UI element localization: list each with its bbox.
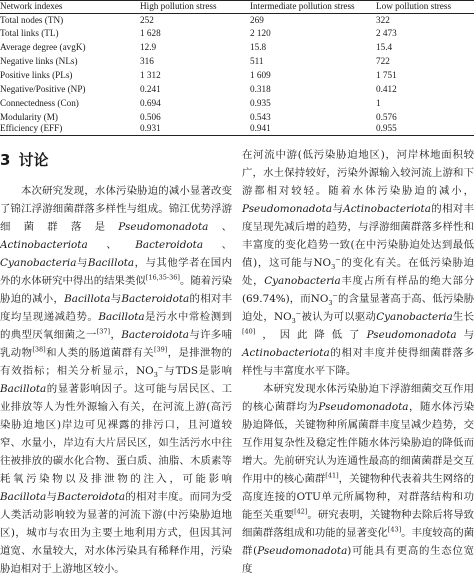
- cell-high: 0.506: [140, 112, 161, 122]
- cell-low: 322: [376, 15, 390, 25]
- cell-intermediate: 1 609: [250, 70, 271, 80]
- cell-high: 1 628: [140, 28, 161, 38]
- table-row: [0, 98, 474, 109]
- citation: [40]: [242, 327, 256, 336]
- header-high-pollution: High pollution stress: [140, 1, 217, 11]
- table-row: [0, 42, 474, 53]
- cell-high: 0.694: [140, 98, 161, 108]
- table-row: [0, 28, 474, 39]
- citation: [37]: [96, 327, 111, 336]
- table-row: [0, 84, 474, 95]
- left-column-text: [0, 182, 232, 578]
- table-row: [0, 15, 474, 26]
- section-heading: [0, 150, 48, 170]
- header-network-indexes: Network indexes: [0, 1, 63, 11]
- cell-high: 252: [140, 15, 154, 25]
- right-column-text: [242, 146, 474, 578]
- citation: [43]: [387, 525, 402, 534]
- table-row: [0, 123, 474, 134]
- cell-low: 0.412: [376, 84, 397, 94]
- cell-high: 316: [140, 56, 154, 66]
- cell-high: 1 312: [140, 70, 161, 80]
- cell-intermediate: 15.8: [250, 42, 267, 52]
- discussion-paragraph-1: 本次研究发现，水体污染胁迫的减小显著改变了锦江浮游细菌群落多样性与组成。锦江优势浮游细菌群落是Pseudomonadota、Actinobacteriota、Bacteroidota、Cyanobacteria与Bacillota，与其他学者在国内外的水体研究中得出的结果类似[16,35-36]。随着污染胁迫的减小，Bacillota与Bacteroidota的相对丰度均呈现递减趋势。Bacillota是污水中常检测到的典型厌氧细菌之一[37]，Bacteroidota与许多哺乳动物[38]和人类的肠道菌群有关[39]，是排泄物的有效指标；相关分析显示，$NO_3^-$与TDS是影响Bacillota的显著影响因子。这可能与居民区、工业排放等人为性外源输入有关，在河流上游(高污染胁迫地区)岸边可见裸露的排污口，且河道较窄、水量小，岸边有大片居民区，如生活污水中往往被排放的碳水化合物、蛋白质、油脂、木质素等耗氧污染物以及排泄物的注入，可能影响Bacillota与Bacteroidota的相对丰度。而同为受人类活动影响较为显著的河流下游(中污染胁迫地区)，城市与农田为主要土地利用方式，但因其河道宽、水量较大，对水体污染具有稀释作用，污染胁迫相对于上游地区较小。: [0, 185, 233, 575]
- citation: [38]: [32, 345, 46, 354]
- cell-low: 1: [376, 98, 381, 108]
- cell-low: 0.576: [376, 112, 397, 122]
- cell-low: 722: [376, 56, 390, 66]
- citation: [41]: [325, 471, 339, 480]
- cell-high: 0.931: [140, 123, 161, 133]
- cell-intermediate: 0.935: [250, 98, 271, 108]
- cell-intermediate: 0.941: [250, 123, 271, 133]
- cell-low: 1 751: [376, 70, 397, 80]
- cell-intermediate: 511: [250, 56, 264, 66]
- header-intermediate-pollution: Intermediate pollution stress: [250, 1, 355, 11]
- discussion-paragraph-2: 本研究发现水体污染胁迫下浮游细菌交互作用的核心菌群均为Pseudomonadota，随水体污染胁迫降低，关键物种所属菌群丰度呈减少趋势，交互作用复杂性及稳定性伴随水体污染胁迫的降低而增大。先前研究认为连通性最高的细菌菌群是交互作用中的核心菌群[41]，关键物种代表着共生网络的高度连接的OTU单元所属物种，对群落结构和功能至关重要[42]。研究表明，关键物种去除后将导致细菌群落组成和功能的显著变化[43]。丰度较高的菌群(Pseudomonadota)可能具有更高的生态位宽度: [242, 383, 474, 575]
- row-label: Positive links (PLs): [0, 70, 73, 80]
- row-label: Modularity (M): [0, 112, 58, 122]
- table-row: [0, 112, 474, 123]
- row-label: Efficiency (EFF): [0, 123, 63, 133]
- cell-low: 0.955: [376, 123, 397, 133]
- table-bottom-rule: [0, 135, 474, 136]
- section-title: 讨论: [18, 151, 49, 169]
- table-row: [0, 70, 474, 81]
- section-number: 3: [0, 151, 11, 169]
- discussion-paragraph-1-continued: 在河流中游(低污染胁迫地区)，河岸林地面积较广，水土保持较好，污染外源输入较河流上游和下游都相对较轻。随着水体污染胁迫的减小，Pseudomonadota与Actinobacteriota的相对丰度呈现先减后增的趋势，与浮游细菌群落多样性和丰富度的变化趋势一致(在中污染胁迫处达到最低值)，这可能与$NO_3^-$的变化有关。在低污染胁迫处，Cyanobacteria丰度占所有样品的绝大部分(69.74%)，而$NO_3^-$的含量显著高于高、低污染胁迫处，$NO_3^-$被认为可以驱动Cyanobacteria生长[40]，因此降低了Pseudomonadota与Actinobacteriota的相对丰度并使得细菌群落多样性与丰富度水平下降。: [242, 149, 474, 377]
- row-label: Connectedness (Con): [0, 98, 79, 108]
- row-label: Total nodes (TN): [0, 15, 64, 25]
- cell-intermediate: 269: [250, 15, 264, 25]
- header-low-pollution: Low pollution stress: [376, 1, 452, 11]
- table-row: [0, 56, 474, 67]
- row-label: Average degree (avgK): [0, 42, 86, 52]
- table-header-row: [0, 1, 474, 12]
- cell-intermediate: 0.543: [250, 112, 271, 122]
- cell-high: 0.241: [140, 84, 161, 94]
- table-header-rule: [0, 13, 474, 14]
- row-label: Total links (TL): [0, 28, 59, 38]
- citation: [39]: [153, 345, 168, 354]
- cell-intermediate: 0.318: [250, 84, 271, 94]
- cell-low: 2 473: [376, 28, 397, 38]
- row-label: Negative/Positive (NP): [0, 84, 86, 94]
- cell-high: 12.9: [140, 42, 157, 52]
- cell-intermediate: 2 120: [250, 28, 271, 38]
- row-label: Negative links (NLs): [0, 56, 78, 66]
- cell-low: 15.4: [376, 42, 393, 52]
- citation: [42]: [294, 507, 308, 516]
- citation: [16,35-36]: [145, 273, 180, 282]
